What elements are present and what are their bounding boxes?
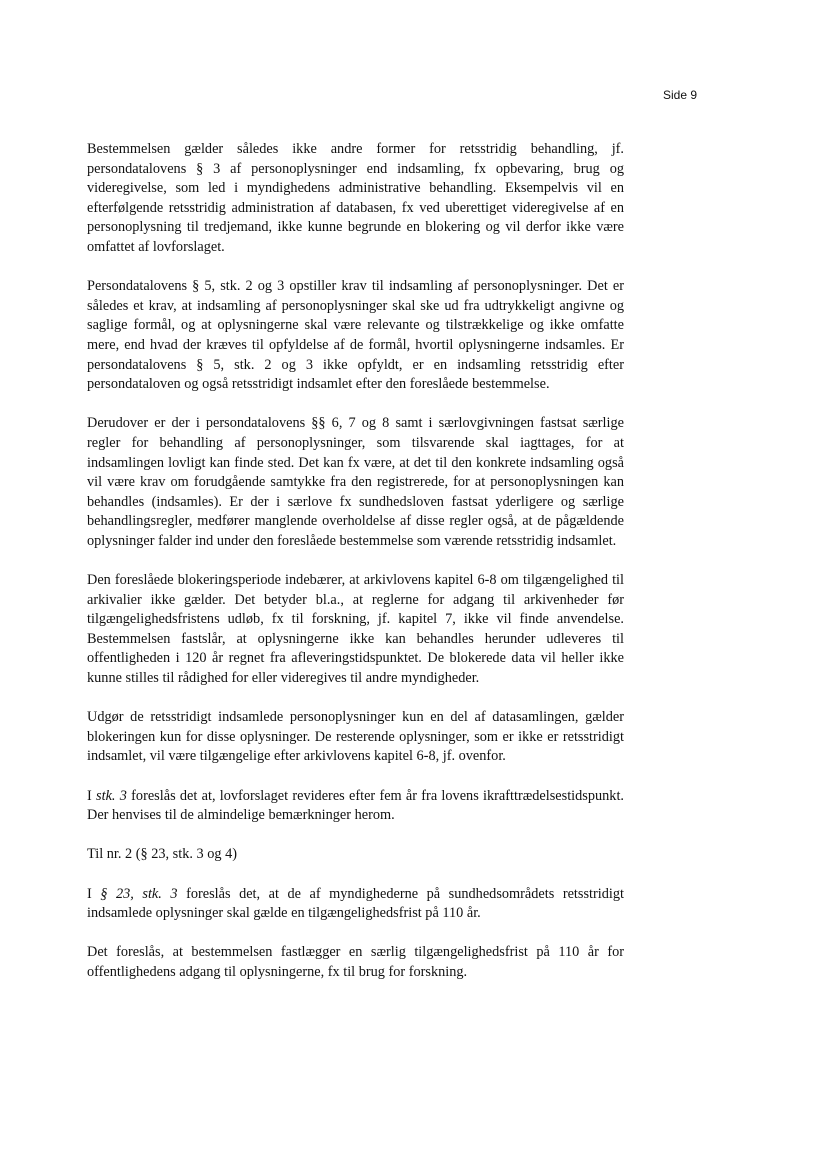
section-heading: Til nr. 2 (§ 23, stk. 3 og 4) <box>87 846 238 863</box>
paragraph-2: Persondatalovens § 5, stk. 2 og 3 opstiller krav til indsamling af personoplysninger. Det er således et krav, at indsamling af personoplysninger skal ske ud fra udtrykkeligt angivne og saglige formål, og at oplysningerne skal være relevante og tilstrækkelige og ikke omfatte mere, end hvad der kræves til opfyldelse af de formål, hvortil oplysningerne indsamles. Er persondatalovens § 5, stk. 2 og 3 ikke opfyldt, er en indsamling retsstridig efter persondataloven og også retsstridigt indsamlet efter den foreslåede bestemmelse. <box>87 278 624 393</box>
paragraph-4: Den foreslåede blokeringsperiode indebærer, at arkivlovens kapitel 6-8 om tilgængelighed til arkivalier ikke gælder. Det betyder bl.a., at reglerne for adgang til arkivenheder før tilgængelighedsfristens udløb, fx til forskning, jf. kapitel 7, ikke vil finde anvendelse. Bestemmelsen fastslår, at oplysningerne ikke kan behandles herunder udleveres til offentligheden i 120 år regnet fra afleveringstidspunktet. De blokerede data vil heller ikke kunne stilles til rådighed for eller videregives til andre myndigheder. <box>87 572 624 687</box>
paragraph-9: Det foreslås, at bestemmelsen fastlægger en særlig tilgængelighedsfrist på 110 år for offentlighedens adgang til oplysningerne, fx til brug for forskning. <box>87 944 624 980</box>
paragraph-1: Bestemmelsen gælder således ikke andre former for retsstridig behandling, jf. persondatalovens § 3 af personoplysninger end indsamling, fx opbevaring, brug og videregivelse, som led i myndighedens administrative behandling. Eksempelvis vil en efterfølgende retsstridig administration af databasen, fx ved uberettiget videregivelse af en personoplysning til tredjemand, ikke kunne begrunde en blokering og vil derfor ikke være omfattet af lovforslaget. <box>87 141 624 255</box>
document-body <box>87 140 624 1002</box>
paragraph-3: Derudover er der i persondatalovens §§ 6, 7 og 8 samt i særlovgivningen fastsat særlige regler for behandling af personoplysninger, som tilsvarende skal iagttages, for at indsamlingen lovligt kan finde sted. Det kan fx være, at det til den konkrete indsamling også vil være krav om forudgående samtykke fra den registrerede, for at personoplysningen kan behandles (indsamles). Er der i særlove fx sundhedsloven fastsat yderligere og særlige behandlingsregler, medfører manglende overholdelse af disse regler også, at de pågældende oplysninger falder ind under den foreslåede bestemmelse som værende retsstridig indsamlet. <box>87 415 624 549</box>
paragraph-6-prefix: I <box>87 787 97 804</box>
paragraph-6 <box>87 787 624 826</box>
paragraph-8-prefix: I <box>87 885 101 902</box>
paragraph-6-text: foreslås det at, lovforslaget revideres efter fem år fra lovens ikrafttrædelsestidspunkt. Der henvises til de almindelige bemærkninger herom. <box>87 787 624 824</box>
paragraph-8 <box>87 885 624 924</box>
paragraph-8-emphasis: § 23, stk. 3 <box>100 885 178 902</box>
paragraph-5: Udgør de retsstridigt indsamlede personoplysninger kun en del af datasamlingen, gælder blokeringen kun for disse oplysninger. De resterende oplysninger, som er ikke er retsstridigt indsamlet, vil være tilgængelige efter arkivlovens kapitel 6-8, jf. ovenfor. <box>87 709 624 765</box>
paragraph-6-emphasis: stk. 3 <box>96 787 127 804</box>
paragraph-8-text: foreslås det, at de af myndighederne på sundhedsområdets retsstridigt indsamlede oplysninger skal gælde en tilgængelighedsfrist på 110 år. <box>87 885 624 922</box>
page-number: Side 9 <box>662 88 697 102</box>
